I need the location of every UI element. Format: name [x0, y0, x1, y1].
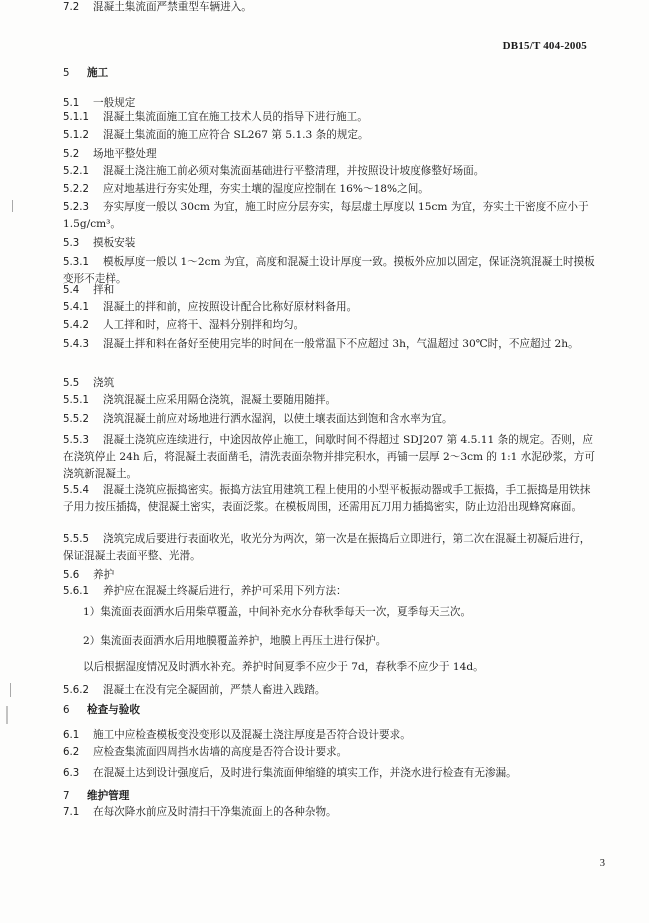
clause [63, 393, 598, 408]
clause-number: 5.3 [63, 238, 80, 249]
clause-text: 混凝土在没有完全凝固前，严禁人畜进入践踏。 [103, 684, 326, 696]
scan-mark [6, 706, 8, 724]
clause-text: 施工中应检查模板变没变形以及混凝土浇注厚度是否符合设计要求。 [93, 729, 411, 741]
clause [63, 336, 598, 353]
clause [63, 482, 598, 516]
subsection [63, 147, 598, 162]
clause [63, 683, 598, 698]
clause-text: 检查与验收 [87, 704, 140, 716]
clause-number: 5.2.3 [63, 202, 89, 213]
clause-text: 以后根据湿度情况及时洒水补充。养护时间夏季不应少于 7d，春秋季不应少于 14d。 [83, 661, 484, 673]
clause-number: 5.5.3 [63, 435, 89, 446]
page-number: 3 [599, 858, 605, 869]
clause-text: 施工 [87, 67, 109, 79]
clause-text: 混凝土集流面的施工应符合 SL267 第 5.1.3 条的规定。 [103, 129, 369, 141]
list-item [83, 660, 598, 675]
clause-text: 拌和 [93, 284, 115, 296]
clause [63, 110, 598, 125]
clause-text: 模板厚度一般以 1～2cm 为宜，高度和混凝土设计厚度一致。摸板外应加以固定，保证浇筑混凝土时摸板变形不走样。 [63, 256, 595, 285]
clause-text: 应检查集流面四周挡水齿墙的高度是否符合设计要求。 [93, 746, 348, 758]
subsection [63, 376, 598, 391]
subsection [63, 0, 598, 15]
clause-number: 5.4.3 [63, 339, 89, 350]
clause-text: 应对地基进行夯实处理，夯实土壤的湿度应控制在 16%～18%之间。 [103, 183, 429, 195]
clause-text: 混凝土浇筑应连续进行，中途因故停止施工，间歇时间不得超过 SDJ207 第 4.5.11 条的规定。否则，应在浇筑停止 24h 后，将混凝土表面凿毛，清洗表面杂物并排完积水，再铺一层厚 2～3cm 的 1:1 水泥砂浆，方可浇筑新混凝土。 [63, 434, 595, 480]
clause-number: 5.1 [63, 98, 80, 109]
section-heading [63, 789, 598, 804]
clause-text: 混凝土浇筑应振捣密实。振捣方法宜用建筑工程上使用的小型平板振动器或手工振捣，手工振捣是用铁抹子用力按压插捣，使混凝土密实，表面泛浆。在模板周围，还需用瓦刀用力插捣密实，防止边沿出现蜂窝麻面。 [63, 484, 591, 513]
clause-number: 5.4 [63, 285, 80, 296]
clause-number: 5.2 [63, 149, 80, 160]
subsection [63, 568, 598, 583]
clause [63, 300, 598, 315]
clause-text: 养护应在混凝土终凝后进行，养护可采用下列方法： [103, 585, 347, 597]
subsection [63, 728, 598, 743]
clause [63, 412, 598, 427]
clause-text: 在混凝土达到设计强度后，及时进行集流面伸缩缝的填实工作，并浇水进行检查有无渗漏。 [93, 767, 517, 779]
scan-mark [12, 200, 13, 212]
clause [63, 318, 598, 333]
clause [63, 584, 598, 599]
clause-text: 浇筑 [93, 377, 115, 389]
clause-number: 6.3 [63, 768, 80, 779]
clause-text: 场地平整处理 [93, 148, 157, 160]
clause-text: 混凝土集流面严禁重型车辆进入。 [93, 1, 252, 13]
subsection [63, 283, 598, 298]
clause-number: 5.1.1 [63, 112, 89, 123]
clause-number: 5.1.2 [63, 130, 89, 141]
clause-number: 5.6.1 [63, 586, 89, 597]
list-item [83, 605, 598, 620]
clause-text: 人工拌和时，应将干、湿料分别拌和均匀。 [103, 319, 305, 331]
subsection [63, 96, 598, 111]
clause-number: 5.6.2 [63, 685, 89, 696]
clause-number: 5.4.2 [63, 320, 89, 331]
section-heading [63, 703, 598, 718]
clause-number: 6.2 [63, 747, 80, 758]
clause [63, 182, 598, 197]
clause-number: 7 [63, 791, 70, 802]
subsection [63, 236, 598, 251]
clause-number: 7.1 [63, 807, 80, 818]
clause-text: 摸板安装 [93, 237, 136, 249]
clause-text: 维护管理 [87, 790, 130, 802]
clause-number: 5.5 [63, 378, 80, 389]
clause [63, 432, 598, 483]
subsection [63, 766, 598, 781]
clause-number: 6 [63, 705, 70, 716]
clause [63, 164, 598, 179]
scan-mark [10, 683, 11, 697]
clause [63, 199, 598, 233]
clause-text: 1）集流面表面洒水后用柴草覆盖，中间补充水分春秋季每天一次，夏季每天三次。 [83, 606, 472, 618]
clause [63, 531, 598, 565]
standard-code: DB15/T 404-2005 [502, 40, 587, 52]
clause-number: 5.3.1 [63, 257, 89, 268]
clause-number: 5 [63, 68, 70, 79]
clause-number: 5.2.2 [63, 184, 89, 195]
clause-text: 2）集流面表面洒水后用地膜覆盖养护，地膜上再压土进行保护。 [83, 635, 387, 647]
clause-text: 浇筑混凝土应采用隔仓浇筑，混凝土要随用随拌。 [103, 394, 337, 406]
clause-number: 6.1 [63, 730, 80, 741]
clause-number: 5.5.5 [63, 534, 89, 545]
clause-text: 混凝土的拌和前，应按照设计配合比称好原材料备用。 [103, 301, 358, 313]
clause-text: 混凝土浇注施工前必须对集流面基础进行平整清理，并按照设计坡度修整好场面。 [103, 165, 485, 177]
clause-number: 5.5.1 [63, 395, 89, 406]
clause-text: 混凝土拌和料在备好至使用完毕的时间在一般常温下不应超过 3h，气温超过 30℃时，不应超过 2h。 [103, 338, 579, 350]
clause-text: 浇筑混凝土前应对场地进行洒水湿润，以使土壤表面达到饱和含水率为宜。 [103, 413, 453, 425]
clause-text: 养护 [93, 569, 115, 581]
section-heading [63, 66, 598, 81]
clause-text: 浇筑完成后要进行表面收光，收光分为两次，第一次是在振捣后立即进行，第二次在混凝土初凝后进行，保证混凝土表面平整、光滑。 [63, 533, 591, 562]
clause [63, 128, 598, 143]
clause-text: 夯实厚度一般以 30cm 为宜，施工时应分层夯实，每层虚土厚度以 15cm 为宜，夯实土干密度不应小于 1.5g/cm³。 [63, 201, 589, 230]
subsection [63, 805, 598, 820]
clause-text: 在每次降水前应及时清扫干净集流面上的各种杂物。 [93, 806, 337, 818]
clause-number: 5.4.1 [63, 302, 89, 313]
clause-number: 7.2 [63, 2, 80, 13]
clause-text: 混凝土集流面施工宜在施工技术人员的指导下进行施工。 [103, 111, 368, 123]
clause-number: 5.2.1 [63, 166, 89, 177]
clause-number: 5.5.4 [63, 485, 89, 496]
subsection [63, 745, 598, 760]
clause-number: 5.6 [63, 570, 80, 581]
clause-text: 一般规定 [93, 97, 136, 109]
list-item [83, 634, 598, 649]
clause-number: 5.5.2 [63, 414, 89, 425]
